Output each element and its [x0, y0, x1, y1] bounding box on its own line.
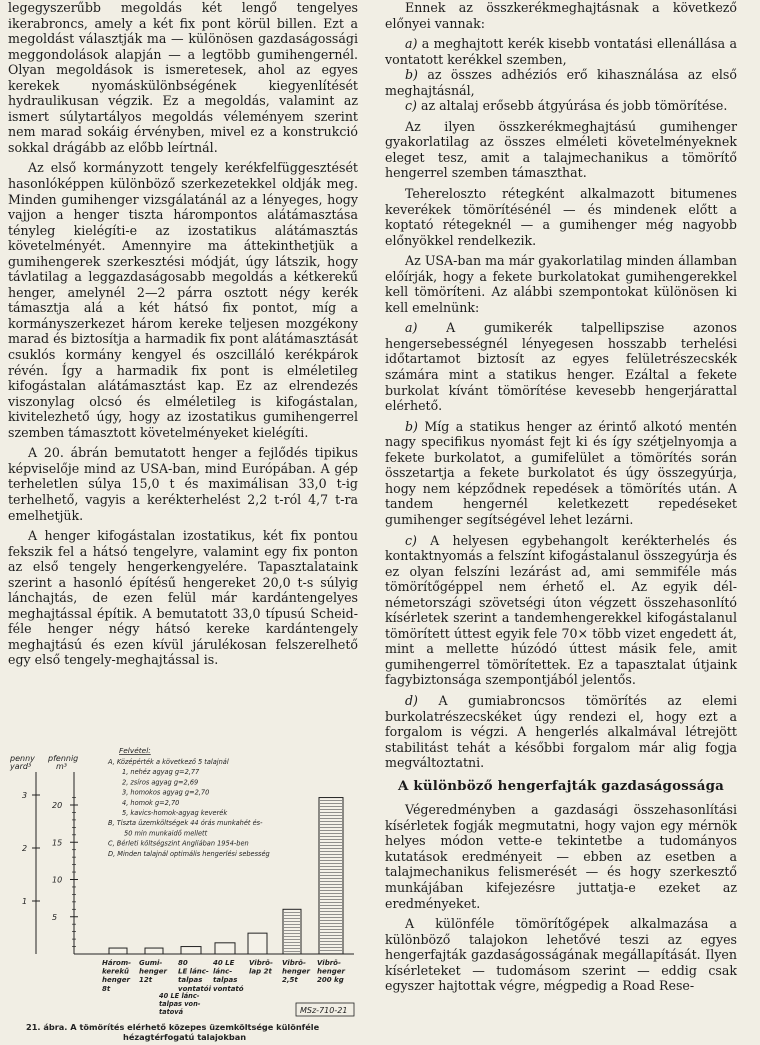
right-tick-label: 15: [52, 838, 63, 848]
list-item: b) Míg a statikus henger az érintő alkotó mentén nagy specifikus nyomást fejt ki és így szétjelnyomja a fekete burkolatot, a gumifelület a tömörítés során összetartja a fekete burkolatot és úgy összegyúrja, hogy nem képződnek repedések a tömörítés után. A tandem hengernél keletkezett repedéseket gumihenger segítségével lehet lezárni.: [385, 418, 737, 527]
bar: [215, 943, 235, 954]
paragraph: Végeredményben a gazdasági összehasonlítási kísérletek fogják megmutatni, hogy vajon egy mérnök helyes módon vette-e tekintetbe a tudományos kutatások eredményeit — ebben az esetben a talajmechanikus felismerését — és hogy szerkesztő munkájában kifejezésre juttatja-e ezeket az eredményeket.: [385, 802, 737, 911]
paragraph: Tehereloszto rétegként alkalmazott bitumenes keverékek tömörítésénél — és mindenek előtt a koptató rétegeknél — a gumihenger még nagyobb előnyökkel rendelkezik.: [385, 186, 737, 248]
bar: [145, 948, 163, 954]
category-label: Vibrö-: [317, 959, 341, 967]
category-label: Három-: [102, 959, 132, 967]
tick-group: [22, 791, 78, 947]
chart-svg: [8, 736, 360, 1044]
left-axis-label: yard³: [10, 762, 32, 771]
category-label: kerekű: [102, 967, 129, 976]
bar: [283, 909, 301, 954]
category-label: 80: [178, 959, 188, 967]
legend-entry: 5, kavics-homok-agyag keverék: [122, 809, 228, 817]
category-label: Vibrö-: [282, 959, 306, 967]
category-label: vontatói: [178, 984, 211, 993]
left-tick-label: 3: [22, 791, 28, 800]
right-axis-label: pfennig: [48, 754, 79, 763]
paragraph: Ennek az összkerékmeghajtásnak a következő előnyei vannak:: [385, 0, 737, 31]
right-column: [385, 0, 737, 999]
category-label: lánc-: [213, 967, 233, 976]
bar: [109, 948, 127, 954]
category-label: vontató: [213, 984, 244, 993]
paragraph: Az USA-ban ma már gyakorlatilag minden államban előírják, hogy a fekete burkolatokat gumihengerekkel kell tömöríteni. Az alábbi szempontokat különösen ki kell emelnünk:: [385, 253, 737, 315]
category-label: 200 kg: [317, 976, 344, 985]
right-tick-label: 20: [52, 801, 63, 810]
left-axis-label: penny: [10, 754, 35, 763]
paragraph: A henger kifogástalan izostatikus, két fix pontou fekszik fel a hátsó tengelyre, valamint egy fix ponton az első tengely hengerkengyelére. Tapasztalataink szerint a hasonló építésű hengereket 20,0 t-s súlyig lánchajtás, de ezen felül már kardántengelyes meghajtással építik. A bemutatott 33,0 típusú Scheid-féle henger négy hátsó kereke kardántengely meghajtású és ezen kívül járulékosan felszerelhető egy első tengely-meghajtással is.: [8, 528, 358, 668]
right-tick-label: 5: [52, 912, 58, 922]
left-tick-label: 1: [22, 897, 28, 906]
paragraph: Az első kormányzott tengely kerékfelfüggesztését hasonlóképpen különböző szerkezetekkel oldják meg. Minden gumihenger vizsgálatánál az a lényeges, hogy vajjon a henger tiszta hárompontos alátámasztása tényleg kielégíti-e az izostatikus alátámasztás követelményét. Amennyire ma áttekinthetjük a gumihengerek szerkesztési módját, úgy látszik, hogy távlatilag a leggazdaságosabb megoldás a kétkerekű henger, amelynél 2—2 párra osztott négy kerék támasztja alá a két hátsó fix pontot, míg a kormányszerkezet három kereke teljesen mozgékony marad és biztosítja a harmadik fix pont alátámasztását csuklós kormány kengyel és oszcilláló kerékpárok révén. Így a harmadik fix pont is elméletileg kifogástalan alátámasztást kap. Ez az elrendezés viszonylag olcsó és elméletileg is kifogástalan, kivitelezhető úgy, hogy az izostatikus gumihengerrel szemben támasztott követelményeket kielégíti.: [8, 160, 358, 440]
category-label: henger: [139, 967, 167, 976]
category-label: 12t: [139, 976, 153, 985]
figure-chart: [8, 736, 360, 1044]
paragraph: Az ilyen összkerékmeghajtású gumihenger gyakorlatilag az összes elméleti követelményeknek eleget tesz, amit a talajmechanikus a tömörítő hengerrel szemben támaszthat.: [385, 118, 737, 181]
legend-entry: 3, homokos agyag g=2,70: [122, 788, 210, 797]
category-label: 2,5t: [282, 976, 298, 985]
extra-label: talpas von-: [159, 1000, 201, 1008]
list-item: b) az összes adhéziós erő kihasználása az első meghajtásnál,: [385, 67, 737, 98]
category-label: talpas: [178, 976, 203, 985]
legend-entry: A, Középérték a következő 5 talajnál: [108, 758, 229, 766]
list-item: a) a meghajtott kerék kisebb vontatási ellenállása a vontatott kerékkel szemben,: [385, 36, 737, 67]
left-column: [8, 0, 358, 673]
left-tick-label: 2: [22, 844, 28, 853]
paragraph: A 20. ábrán bemutatott henger a fejlődés tipikus képviselője mind az USA-ban, mind Európában. A gép terheletlen súlya 15,0 t és maximálisan 33,0 t-ig terhelhető, vagyis a kerékterhelést 2,2 t-ról 4,7 t-ra emelhetjük.: [8, 445, 358, 523]
list-item: a) A gumikerék talpellipszise azonos hengersebességnél lényegesen hosszabb terhelési időtartamot biztosít az egyes felületrészecskék számára mint a statikus henger. Ezáltal a fekete burkolat kívánt tömörítése kevesebb hengerjárattal elérhető.: [385, 320, 737, 414]
category-label: lap 2t: [249, 967, 272, 976]
right-tick-label: 10: [52, 875, 63, 885]
list-item: c) A helyesen egybehangolt kerékterhelés és kontaktnyomás a felszínt kifogástalanul összegyúrja és ez olyan felszíni lezárást ad, ami semmiféle más tömörítőgéppel nem érhető el. Az egyik dél-németországi szövetségi úton végzett összehasonlító kísérletek szerint a tandemhengerekkel kifogástalanul tömörített úttest egyik fele 70× több vizet engedett át, mint a mellette húzódó úttest másik fele, amit gumihengerrel tömörítettek. Ez a tapasztalat útjaink fagybiztonsága szempontjából jelentős.: [385, 532, 737, 688]
extra-label: 40 LE lánc-: [159, 992, 200, 1000]
legend-entry: B, Tiszta üzemköltségek 44 órás munkahét és-: [108, 819, 263, 828]
legend-entry: 2, zsíros agyag g=2,69: [122, 778, 199, 787]
category-label: henger: [102, 976, 130, 985]
bar: [248, 933, 267, 954]
category-label: 8t: [102, 984, 111, 993]
list-item: d) A gumiabroncsos tömörítés az elemi burkolatrészecskéket úgy rendezi el, hogy ezt a forgalom is végzi. A hengerlés alkalmával létrejött stabilitást tehát a későbbi forgalom már alig fogja megváltoztatni.: [385, 692, 737, 771]
figure-code: MSz-710-21: [300, 1006, 348, 1015]
legend-entry: 4, homok g=2,70: [122, 798, 180, 807]
legend-entry: 1, nehéz agyag g=2,77: [122, 768, 200, 777]
extra-label: tatová: [159, 1008, 184, 1016]
category-label: talpas: [213, 976, 238, 985]
legend-entry: C, Bérleti költségszint Angliában 1954-ben: [108, 839, 249, 848]
category-label: henger: [317, 967, 345, 976]
bar: [181, 947, 201, 954]
legend-title: Felvétel:: [119, 746, 151, 755]
list-item: c) az altalaj erősebb átgyúrása és jobb tömörítése.: [405, 98, 728, 114]
legend-entry: D, Minden talajnál optimális hengerlési sebesség: [108, 849, 270, 858]
category-labels: [102, 959, 345, 993]
paragraph: legegyszerűbb megoldás két lengő tengelyes ikerabroncs, amely a két fix pont körül billen. Ezt a megoldást választják ma — különösen gazdaságossági meggondolások alapján — a legtöbb gumihengernél. Olyan megoldások is ismeretesek, ahol az egyes kerekek nyomáskülönbségének kiegyenlítését hydraulikusan végzik. Ez a megoldás, valamint az ismert súlytartályos megoldás véleményem szerint nem marad sokáig érvényben, mivel ez a konstrukció sokkal drágább az előbb leírtnál.: [8, 0, 358, 155]
figure-caption: 21. ábra. A tömörítés elérhető közepes üzemköltsége különféle: [26, 1022, 320, 1032]
category-label: Vibrö-: [249, 959, 273, 967]
paragraph: A különféle tömörítőgépek alkalmazása a különböző talajokon lehetővé teszi az egyes hengerfajták gazdaságosságának megállapítását. Ilyen kísérleteket — tudomásom szerint — eddig csak egyszer hajtottak végre, mégpedig a Road Rese-: [385, 916, 737, 994]
category-label: Gumi-: [139, 959, 163, 967]
section-title: A különböző hengerfajták gazdaságossága: [397, 777, 725, 794]
right-axis-label: m³: [56, 762, 67, 771]
legend-entry: 50 min munkaidő mellett: [124, 829, 208, 838]
category-label: henger: [282, 967, 310, 976]
category-label: 40 LE: [213, 959, 235, 967]
category-label: LE lánc-: [178, 967, 209, 976]
legend: [107, 757, 270, 858]
figure-caption: hézagtérfogatú talajokban: [123, 1032, 247, 1042]
